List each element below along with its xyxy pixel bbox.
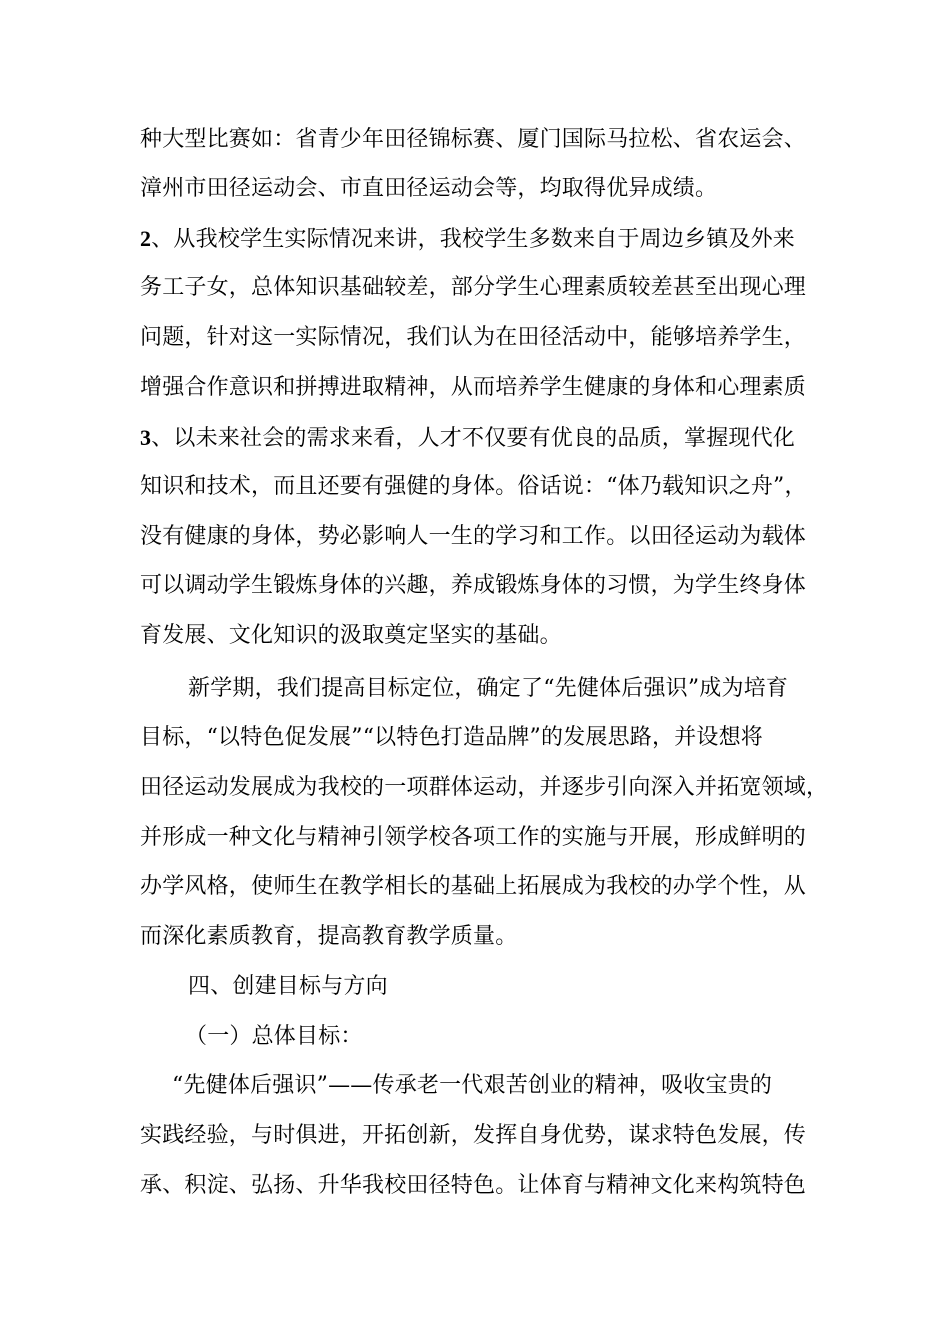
- paragraph-line: 而深化素质教育，提高教育教学质量。: [140, 924, 518, 949]
- item-text: 、从我校学生实际情况来讲，我校学生多数来自于周边乡镇及外来: [151, 227, 796, 252]
- paragraph-line: 没有健康的身体，势必影响人一生的学习和工作。以田径运动为载体: [140, 524, 807, 549]
- paragraph-line: 实践经验，与时俱进，开拓创新，发挥自身优势，谋求特色发展，传: [140, 1123, 807, 1148]
- paragraph-line: 并形成一种文化与精神引领学校各项工作的实施与开展，形成鲜明的: [140, 825, 807, 850]
- item-number: 3: [140, 425, 152, 450]
- paragraph-line: 务工子女，总体知识基础较差，部分学生心理素质较差甚至出现心理: [140, 275, 807, 300]
- paragraph-first-line: “先健体后强识”——传承老一代艰苦创业的精神，吸收宝贵的: [172, 1073, 773, 1098]
- paragraph-line: 承、积淀、弘扬、升华我校田径特色。让体育与精神文化来构筑特色: [140, 1173, 807, 1198]
- paragraph-line: 田径运动发展成为我校的一项群体运动，并逐步引向深入并拓宽领域，: [140, 775, 829, 800]
- paragraph-line: 办学风格，使师生在教学相长的基础上拓展成为我校的办学个性，从: [140, 874, 807, 899]
- paragraph-line: 问题，针对这一实际情况，我们认为在田径活动中，能够培养学生，: [140, 325, 807, 350]
- subsection-heading: （一）总体目标：: [185, 1024, 363, 1049]
- paragraph-line: 增强合作意识和拼搏进取精神，从而培养学生健康的身体和心理素质: [140, 375, 807, 400]
- paragraph-line: 目标，“以特色促发展”“以特色打造品牌”的发展思路，并设想将: [140, 725, 763, 750]
- item-number: 2: [140, 226, 152, 251]
- section-heading: 四、创建目标与方向: [188, 974, 388, 999]
- numbered-item-2: [140, 224, 830, 255]
- item-text: 、以未来社会的需求来看，人才不仅要有优良的品质，掌握现代化: [151, 426, 796, 451]
- paragraph-line: 育发展、文化知识的汲取奠定坚实的基础。: [140, 623, 562, 648]
- numbered-item-3: [140, 423, 830, 454]
- paragraph-first-line: 新学期，我们提高目标定位，确定了“先健体后强识”成为培育: [188, 676, 789, 701]
- paragraph-line: 种大型比赛如：省青少年田径锦标赛、厦门国际马拉松、省农运会、: [140, 127, 807, 152]
- paragraph-line: 漳州市田径运动会、市直田径运动会等，均取得优异成绩。: [140, 176, 718, 201]
- paragraph-line: 可以调动学生锻炼身体的兴趣，养成锻炼身体的习惯，为学生终身体: [140, 573, 807, 598]
- paragraph-line: 知识和技术，而且还要有强健的身体。俗话说：“体乃载知识之舟”，: [140, 474, 807, 499]
